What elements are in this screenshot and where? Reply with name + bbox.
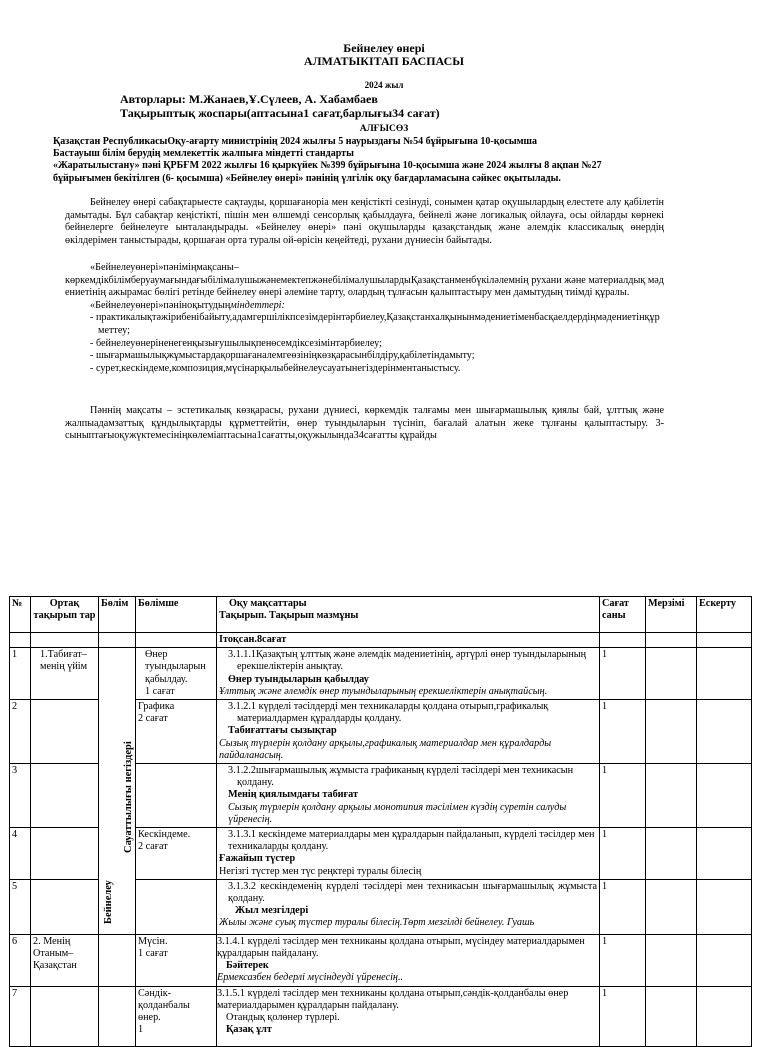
lesson-desc: Сызық түрлерін қолдану арқылы,графикалық материалдар мен құралдарды пайдаланасың. [219,737,552,761]
task-item: - сурет,кескіндеме,композиция,мүсінарқылыбейнелеусауатынегіздерінментаныстысу. [90,362,461,374]
decree-line: «Жаратылыстану» пәні ҚРБҒМ 2022 жылғы 16 қыркүйек №399 бұйрығына 10-қосымша және 2024 жылғы 8 ақпан №27 [53,160,602,172]
task-item: - шығармашылықжұмыстардақоршағаналемгеөзініңкөзқарасынбілдіру,қабілетіндамыту; [90,350,475,362]
row-date [646,700,697,764]
lesson-desc: Жылы және суық түстер туралы білесің.Төрт мезгілді бейнелеу. Гуашь [219,917,535,929]
goal-text: 3.1.4.1 күрделі тәсілдер мен техниканы қолдана отырып, мүсіндеу материалдарымен құралдарын пайдалану. [217,935,585,960]
sub-label: Мүсін. [138,935,168,947]
decree-line: бұйрығымен бекітілген (6- қосымша) «Бейнелеу өнері» пәнінің үлгілік оқу бағдарламасына сәйкес оқытылады. [53,172,561,184]
lesson-title: Бәйтерек [226,960,269,972]
tasks-heading [65,300,664,313]
goal-text: көркемдікбілімберуаумағындағыбілімалушыжәнемектепжәнебілімалушылардыҚазақстанменбүкіләлемнің рухани және материалдық мәдениетінің ажырамас бөлігі ретінде бейнелеу өнері әлеміне тарту, олардың тұлғасын қалыптастыру мен дамытудың тиімді құралы. [65,274,664,299]
lesson-desc: Негізгі түстер мен түс реңктері туралы білесің [219,865,422,877]
task-item: - практикалықтәжірибенібайыту,адамгершілікпсезімдерінтәрбиелеу,Қазақстанхалқынынмәдениетіменбасқаелдердіңмәдениетінқұрметтеу; [90,312,660,336]
publisher-name: АЛМАТЫКІТАП БАСПАСЫ [303,54,465,68]
row-subsection [136,828,217,880]
row-subsection [136,648,217,700]
row-note [697,934,752,986]
sub-label: Графика [138,701,175,713]
lesson-desc: Отандық қолөнер түрлері. [226,1012,340,1024]
goal-text: 3.1.2.1 күрделі тәсілдерді мен техникаларды қолдана отырып,графикалық материалдармен құралдарды қолдану. [228,701,549,725]
header-goals-line1: Оқу мақсаттары [229,598,307,609]
row-no: 5 [10,879,31,934]
sub-hours: 1 сағат [138,948,168,960]
tasks-heading-text: «Бейнелеуөнері»пәніноқытудың [90,299,231,311]
table-row [10,934,752,986]
row-goal [217,934,600,986]
row-note [697,986,752,1046]
header-goals-line2: Тақырып. Тақырып мазмұны [219,610,359,622]
lesson-title: Өнер туындыларын қабылдау [228,673,369,685]
row-no: 2 [10,700,31,764]
row-note [697,764,752,828]
quarter-label: Ітоқсан.8сағат [217,633,600,648]
goal-text: 3.1.3.1 кескіндеме материалдары мен құралдарын пайдаланып, күрделі тәсілдер мен техникаларды қолдану. [228,829,595,853]
section-cell-empty [99,986,136,1046]
lesson-desc-2: Қазақ ұлт [226,1024,272,1036]
tasks-heading-italic: міндеттері: [230,299,285,311]
row-subsection [136,879,217,934]
header-hours: Сағат саны [600,597,646,633]
row-subsection [136,764,217,828]
intro-paragraph: Бейнелеу өнері сабақтарыесте сақтауды, қоршағаноріа мен кеңістікті сезінуді, сонымен қатар оқушылардың елестете алу қабілетін дамытады. Бұл сабақтар кеңістікті, пішін мен өлшемді сенсорлық қабылдауға, бейнелі және логикалық ойлауға, осы ойларды көрнекі бейнелерге бейнелеуге ынталандырады. «Бейнелеу өнері» пәні оқушыларды қазақстандық және әлемдік классикалық өнердің өкілдерімен таныстырады, қоршаған орта туралы ой-өрісін кеңейтеді, рухани дүниесін байытады. [65,197,664,246]
header-goals [217,597,600,633]
goal-heading: «Бейнелеуөнері»пәніміңмақсаны– [90,262,239,273]
tasks-list [65,312,664,375]
section-cell-empty [99,934,136,986]
section-label-1: Бейнелеу [103,880,114,925]
lesson-title: Ғажайып түстер [219,853,296,865]
row-goal [217,648,600,700]
row-topic [31,764,99,828]
row-topic: 1.Табиғат–менің үйім [31,648,99,700]
row-hours: 1 [600,934,646,986]
thematic-plan: Тақырыптық жоспары(аптасына1 сағат,барлығы34 сағат) [120,106,440,120]
thematic-plan-table [9,596,752,1047]
row-topic [31,828,99,880]
table-header-row [10,597,752,633]
row-hours: 1 [600,828,646,880]
row-hours: 1 [600,648,646,700]
table-row [10,986,752,1046]
row-date [646,648,697,700]
row-note [697,648,752,700]
quarter-row [10,633,752,648]
header-note: Ескерту [697,597,752,633]
row-note [697,700,752,764]
row-date [646,879,697,934]
sub-hours: 2 сағат [138,713,168,725]
section-divider [135,698,136,923]
goal-text: 3.1.2.2шығармашылық жұмыста графиканың күрделі тәсілдері мен техникасын қолдану. [228,765,574,789]
row-note [697,879,752,934]
row-goal [217,764,600,828]
section-cell [99,648,136,935]
sub-hours: 1 [138,1024,144,1036]
row-hours: 1 [600,700,646,764]
header-date: Мерзімі [646,597,697,633]
document-title: Бейнелеу өнері [343,41,425,55]
task-item: - бейнелеуөнеріненегенқызығушылықпенөсемдіксезімінтәрбиелеу; [90,337,382,349]
section-label-2: Сауаттылығы негіздері [123,741,134,854]
goal-block [65,262,664,375]
sub-hours: 1 сағат [145,685,175,697]
lesson-title: Жыл мезгілдері [235,905,309,917]
lesson-title: Табиғаттағы сызықтар [228,725,337,737]
row-subsection [136,986,217,1046]
year: 2024 жыл [364,80,404,90]
row-no: 3 [10,764,31,828]
lesson-desc: Ермексазбен бедерлі мүсіндеуді үйренесің.. [217,972,404,984]
row-goal [217,986,600,1046]
row-no: 1 [10,648,31,700]
header-no: № [10,597,31,633]
goal-text: 3.1.3.2 кескіндеменің күрделі тәсілдері мен техникасын шығармашылық жұмыста қолдану. [228,880,597,905]
decree-line: Қазақстан РеспубликасыОқу-ағарту министрінің 2024 жылғы 5 наурыздағы №54 бұйрығына 10-қосымша [53,136,537,147]
row-no: 7 [10,986,31,1046]
row-topic [31,986,99,1046]
goal-text: 3.1.5.1 күрделі тәсілдер мен техниканы қолдана отырып,сәндік-қолданбалы өнер материалдарымен құралдарын пайдалану. [217,987,569,1011]
purpose-paragraph: Пәннің мақсаты – эстетикалық көзқарасы, рухани дүниесі, көркемдік талғамы мен шығармашылық қиялы бай, ұлттық және жалпыадамзаттық құндылықтарды құрметтейтін, өнер туындыларын түсініп, бағалай алатын жеке тұлғаны қалыптастыру. 3-сыныптағыоқужүктемесініңкөлеміаптасына1сағатты,оқужылында34сағатты құрайды [65,405,664,442]
row-hours: 1 [600,986,646,1046]
sub-label: Өнер туындыларын қабылдау. [145,649,206,685]
table-row [10,648,752,700]
header-subsection: Бөлімше [136,597,217,633]
sub-hours: 2 сағат [138,841,168,853]
sub-label: Кескіндеме. [138,829,191,841]
row-date [646,986,697,1046]
row-goal [217,879,600,934]
row-date [646,934,697,986]
row-no: 6 [10,934,31,986]
row-goal [217,700,600,764]
lesson-desc: Ұлттық және әлемдік өнер туындыларының ерекшеліктерін анықтайсың. [219,685,548,697]
lesson-title: Менің қиялымдағы табиғат [228,789,358,801]
header-section: Бөлім [99,597,136,633]
row-goal [217,828,600,880]
row-date [646,828,697,880]
authors: Авторлары: М.Жанаев,Ұ.Сүлеев, А. Хабамбаев [120,92,378,106]
foreword-heading: АЛҒЫСӨЗ [359,124,409,134]
row-no: 4 [10,828,31,880]
decree-block [53,136,713,185]
row-note [697,828,752,880]
row-topic [31,700,99,764]
row-topic [31,879,99,934]
sub-label: Сәндік-қолданбалы өнер. [138,987,190,1024]
row-subsection [136,934,217,986]
goal-text: 3.1.1.1Қазақтың ұлттық және әлемдік мәдениетінің, әртүрлі өнер туындыларының ерекшеліктерін анықтау. [228,649,587,673]
row-hours: 1 [600,879,646,934]
row-topic: 2. Менің Отаным–Қазақстан [31,934,99,986]
lesson-desc: Сызық түрлерін қолдану арқылы монотипия тәсілімен күздің суретін салуды үйренесің. [228,801,567,825]
row-subsection [136,700,217,764]
decree-line: Бастауыш білім берудің мемлекеттік жалпыға міндетті стандарты [53,148,354,160]
header-topic: Ортақ тақырып тар [31,597,99,633]
row-hours: 1 [600,764,646,828]
row-date [646,764,697,828]
